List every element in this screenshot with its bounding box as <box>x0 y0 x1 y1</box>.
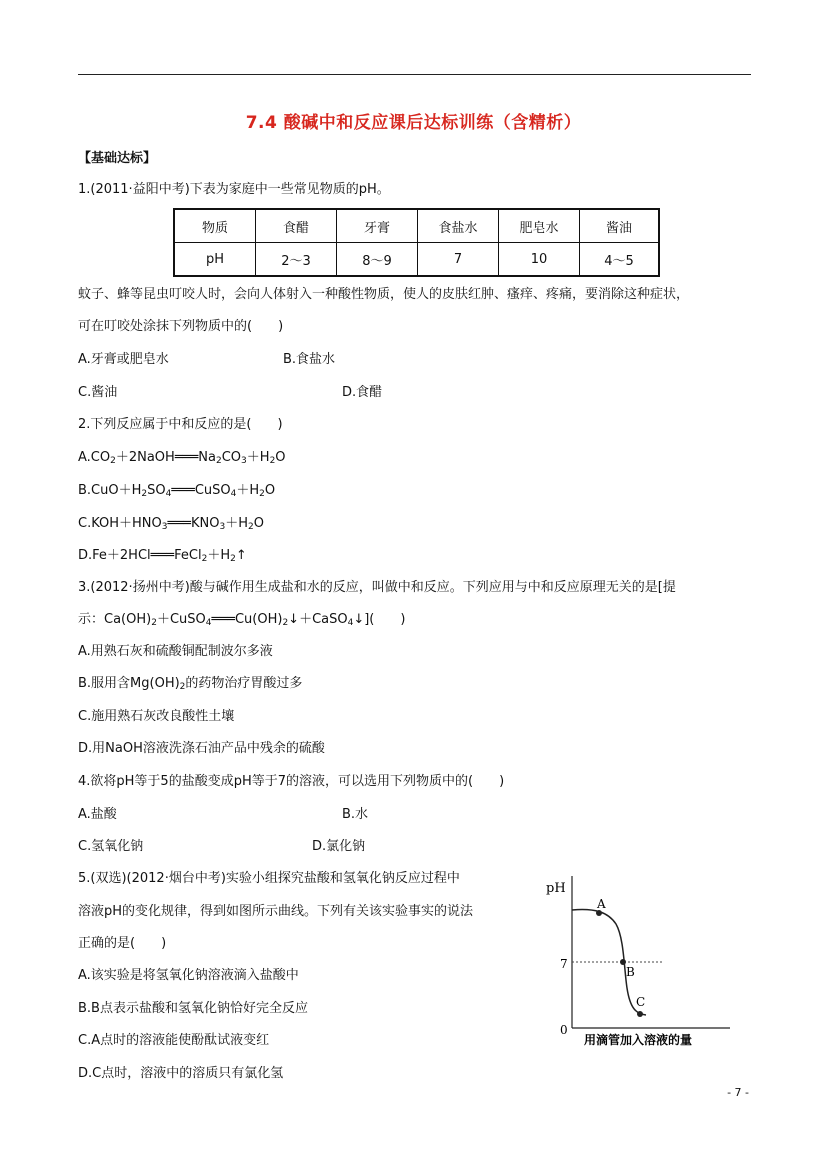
q3-option-a: A.用熟石灰和硫酸铜配制波尔多液 <box>78 644 273 659</box>
point-a-label: A <box>597 897 606 911</box>
table-cell: 物质 <box>174 209 256 243</box>
q5-stem-2: 溶液pH的变化规律，得到如图所示曲线。下列有关该实验事实的说法 <box>78 904 474 919</box>
table-header-row <box>174 209 659 243</box>
page-number: - 7 - <box>727 1086 749 1099</box>
q1-text-2: 可在叮咬处涂抹下列物质中的( ) <box>78 319 284 334</box>
q5-option-c: C.A点时的溶液能使酚酞试液变红 <box>78 1033 270 1048</box>
q5-option-d: D.C点时，溶液中的溶质只有氯化氢 <box>78 1066 284 1081</box>
q4-option-a: A.盐酸 <box>78 807 117 822</box>
q1-option-a: A.牙膏或肥皂水 <box>78 352 169 367</box>
q2-option-c: $C.KOH+HNO_3═══KNO_3+H_2O$ <box>78 516 264 532</box>
header-rule <box>78 74 751 75</box>
q3-option-c: C.施用熟石灰改良酸性土壤 <box>78 709 235 724</box>
tick-7-label: 7 <box>560 957 568 971</box>
q2-stem: 2.下列反应属于中和反应的是( ) <box>78 417 283 432</box>
table-cell: 8～9 <box>337 243 418 277</box>
q3-option-b: B.服用含$Mg(OH)_2$的药物治疗胃酸过多 <box>78 676 303 692</box>
q5-stem-3: 正确的是( ) <box>78 936 167 951</box>
ph-table <box>173 208 660 277</box>
table-cell: 4～5 <box>580 243 660 277</box>
point-b-label: B <box>626 965 635 979</box>
q3-stem: 3.(2012·扬州中考)酸与碱作用生成盐和水的反应，叫做中和反应。下列应用与中和反应原理无关的是[提 <box>78 580 676 595</box>
x-axis-label: 用滴管加入溶液的量 <box>584 1033 693 1047</box>
q4-option-d: D.氯化钠 <box>312 839 366 854</box>
table-cell: 2～3 <box>256 243 337 277</box>
section-heading: 【基础达标】 <box>78 151 157 166</box>
q4-stem: 4.欲将pH等于5的盐酸变成pH等于7的溶液，可以选用下列物质中的( ) <box>78 774 505 789</box>
point-c-marker <box>637 1011 643 1017</box>
y-axis-label: pH <box>546 881 566 896</box>
table-cell: 食醋 <box>256 209 337 243</box>
table-cell: 10 <box>499 243 580 277</box>
q2-option-b: $B.CuO+H_2SO_4═══CuSO_4+H_2O$ <box>78 483 276 499</box>
table-cell: 酱油 <box>580 209 660 243</box>
q5-option-b: B.B点表示盐酸和氢氧化钠恰好完全反应 <box>78 1001 308 1016</box>
ph-curve-figure <box>540 868 740 1053</box>
q1-option-c: C.酱油 <box>78 385 118 400</box>
q3-option-d: D.用NaOH溶液洗涤石油产品中残余的硫酸 <box>78 741 325 756</box>
q4-option-b: B.水 <box>342 807 369 822</box>
table-cell: 7 <box>418 243 499 277</box>
table-row <box>174 243 659 277</box>
table-cell: 肥皂水 <box>499 209 580 243</box>
page-title: 7.4 酸碱中和反应课后达标训练（含精析） <box>245 113 582 133</box>
table-cell: 食盐水 <box>418 209 499 243</box>
q4-option-c: C.氢氧化钠 <box>78 839 144 854</box>
q1-text-1: 蚊子、蜂等昆虫叮咬人时，会向人体射入一种酸性物质，使人的皮肤红肿、瘙痒、疼痛，要消除这种症状， <box>78 287 690 302</box>
q2-option-d: $D.Fe+2HCl═══FeCl_2+H_2↑$ <box>78 548 247 564</box>
q1-option-d: D.食醋 <box>342 385 383 400</box>
table-cell: 牙膏 <box>337 209 418 243</box>
q5-stem-1: 5.(双选)(2012·烟台中考)实验小组探究盐酸和氢氧化钠反应过程中 <box>78 871 460 886</box>
point-c-label: C <box>636 995 646 1009</box>
origin-label: 0 <box>560 1023 568 1037</box>
q1-stem: 1.(2011·益阳中考)下表为家庭中一些常见物质的pH。 <box>78 182 390 197</box>
q2-option-a: $A.CO_2+2NaOH═══Na_2CO_3+H_2O$ <box>78 450 286 466</box>
q3-hint: 示：$Ca(OH)_2+CuSO_4═══Cu(OH)_2↓+CaSO_4↓$]( ) <box>78 612 406 628</box>
q5-option-a: A.该实验是将氢氧化钠溶液滴入盐酸中 <box>78 968 299 983</box>
table-cell: pH <box>174 243 256 277</box>
q1-option-b: B.食盐水 <box>283 352 336 367</box>
